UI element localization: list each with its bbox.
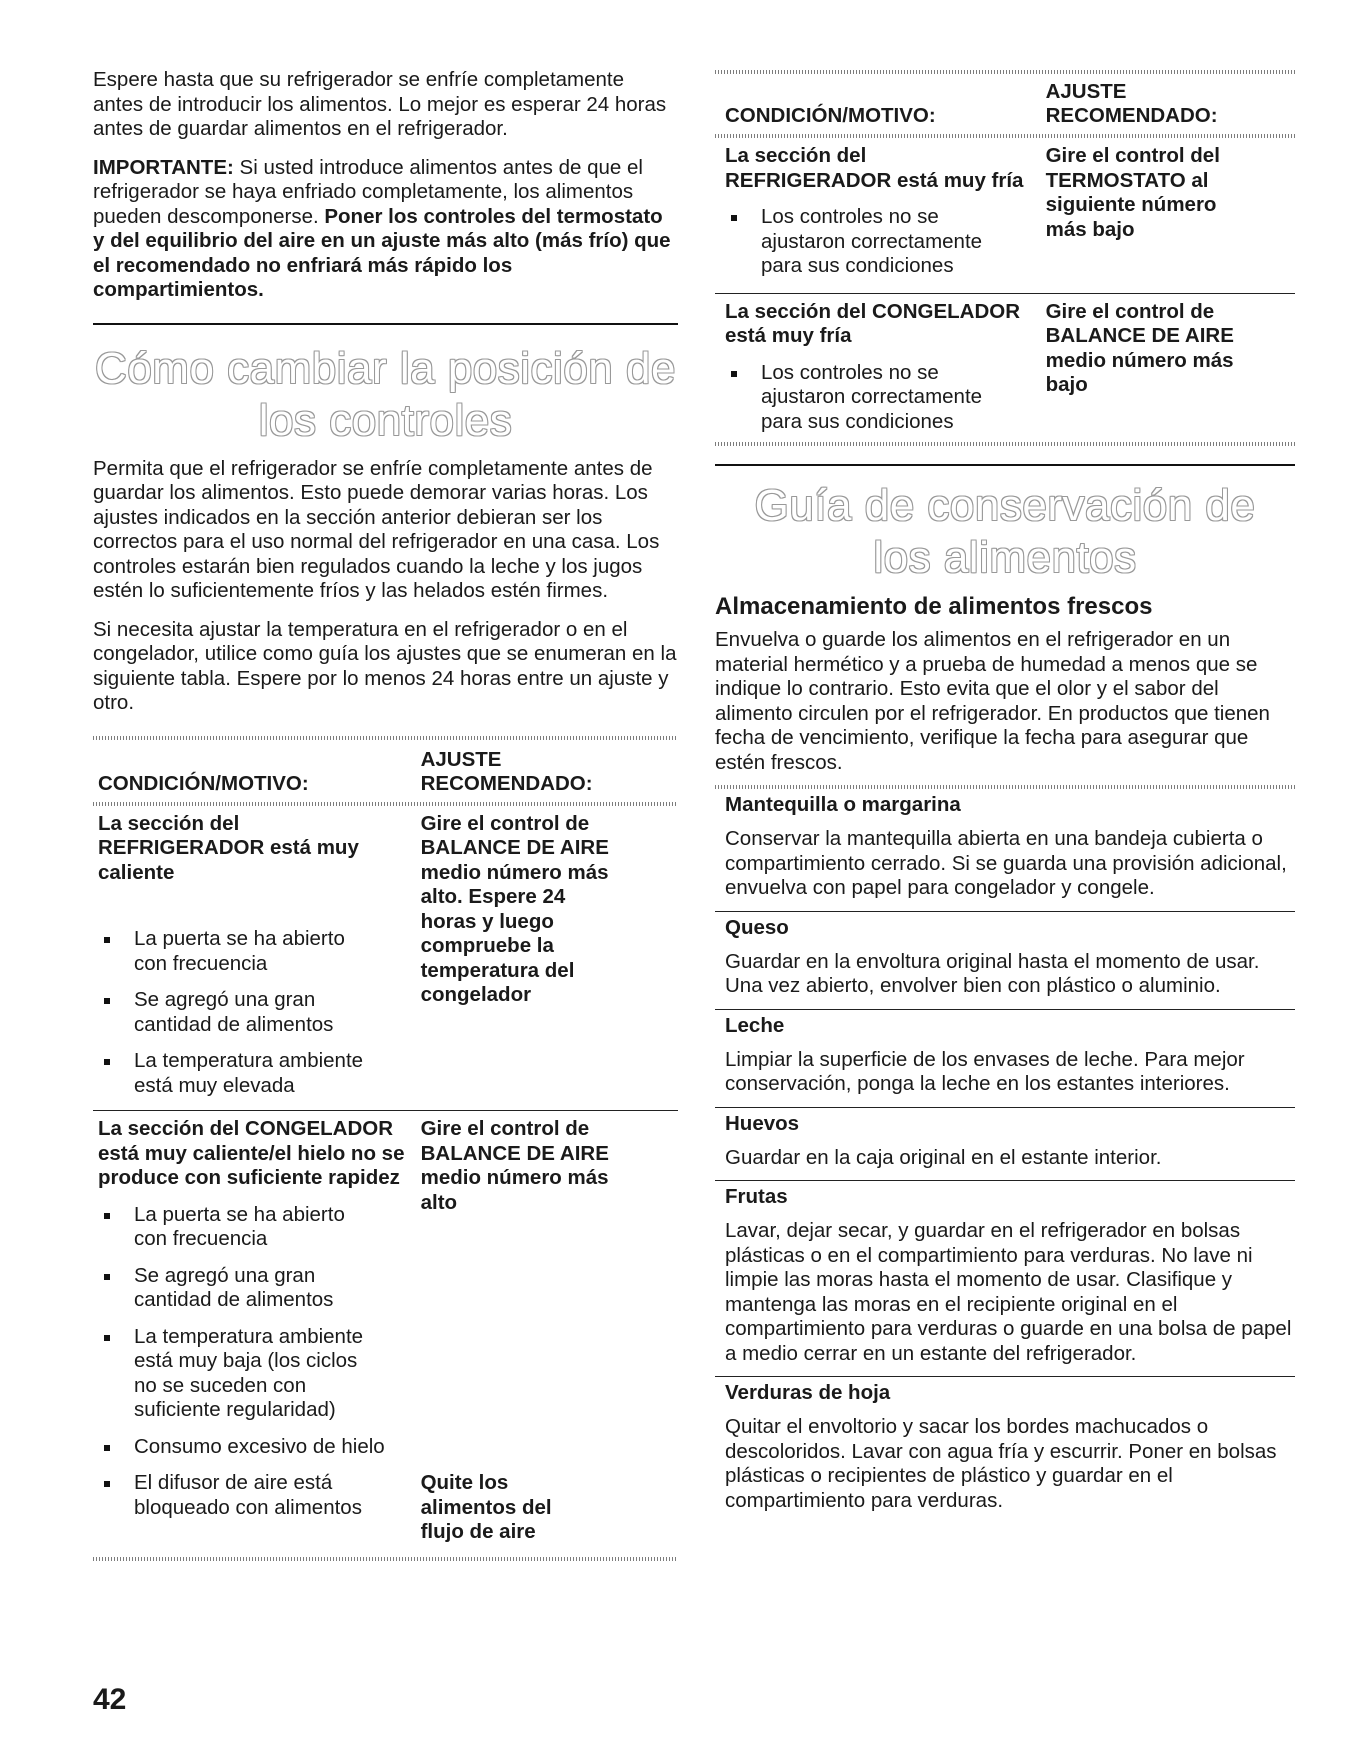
- subheading-fresh-food: Almacenamiento de alimentos frescos: [715, 593, 1153, 620]
- food-name: Queso: [725, 915, 789, 939]
- table-row: [715, 144, 1295, 279]
- food-name: Huevos: [725, 1111, 800, 1135]
- table-row: [93, 812, 678, 1099]
- food-item-eggs: [715, 1112, 1295, 1171]
- controls-paragraph-1: Permita que el refrigerador se enfríe completamente antes de guardar los alimentos. Esto puede demorar varias horas. Los ajustes indicados en la sección anterior debieran ser los correctos para el uso normal del refrigerador en una casa. Los controles estarán bien regulados cuando la leche y los jugos estén lo suficientemente fríos y las helados estén firmes.: [93, 456, 660, 602]
- table-bottom-rule: [715, 442, 1295, 446]
- food-text: Limpiar la superficie de los envases de leche. Para mejor conservación, ponga la leche en los estantes interiores.: [725, 1047, 1245, 1095]
- section-divider: [93, 323, 678, 325]
- list-item: Se agregó una gran cantidad de alimentos: [98, 988, 364, 1037]
- section-divider: [715, 464, 1295, 466]
- reason-list: [98, 927, 421, 1098]
- row-divider: [93, 1110, 678, 1111]
- reason-list: [98, 1203, 421, 1460]
- row-divider: [715, 293, 1295, 294]
- food-divider: [715, 1107, 1295, 1108]
- recommended-text: Gire el control del TERMOSTATO al siguiente número más bajo: [1045, 144, 1220, 241]
- food-name: Mantequilla o margarina: [725, 793, 961, 816]
- food-divider: [715, 911, 1295, 912]
- condition-text: La sección del CONGELADOR está muy caliente/el hielo no se produce con suficiente rapidez: [98, 1117, 405, 1189]
- table-top-rule: [715, 70, 1295, 74]
- right-column: [715, 70, 1295, 1523]
- condition-text: La sección del REFRIGERADOR está muy fría: [725, 144, 1024, 192]
- condition-text: La sección del REFRIGERADOR está muy caliente: [98, 811, 359, 884]
- food-item-cheese: [715, 916, 1295, 999]
- reason-list: [725, 205, 1046, 279]
- recommended-text: Gire el control de BALANCE DE AIRE medio número más alto. Espere 24 horas y luego compruebe la temperatura del congelador: [420, 811, 609, 1006]
- table-header-rule: [715, 134, 1295, 138]
- list-item: Los controles no se ajustaron correctamente para sus condiciones: [725, 361, 1011, 435]
- table-row: [93, 1117, 678, 1459]
- condition-text: La sección del CONGELADOR está muy fría: [725, 299, 1021, 347]
- food-intro-paragraph: Envuelva o guarde los alimentos en el refrigerador en un material hermético y a prueba de humedad a menos que se indique lo contrario. Esto evita que el olor y el sabor del alimento circulen por el refrigerador. En productos que tienen fecha de vencimiento, verifique la fecha para asegurar que estén frescos.: [715, 628, 1270, 774]
- important-bold-text: Poner los controles del termostato y del equilibrio del aire en un ajuste más alto (más frío) que el recomendado no enfriará más rápido los compartimientos.: [93, 204, 671, 301]
- food-item-milk: [715, 1014, 1295, 1097]
- reason-list: [725, 361, 1046, 435]
- list-item: Consumo excesivo de hielo: [98, 1435, 394, 1460]
- recommended-text: Gire el control de BALANCE DE AIRE medio número más bajo: [1045, 299, 1234, 396]
- table-row: [93, 1459, 678, 1545]
- list-item: Se agregó una gran cantidad de alimentos: [98, 1264, 364, 1313]
- page-number: 42: [93, 1683, 127, 1716]
- food-divider: [715, 1009, 1295, 1010]
- recommended-text: Quite los alimentos del flujo de aire: [420, 1471, 552, 1543]
- adjustment-table-right: [715, 80, 1295, 128]
- food-text: Guardar en la envoltura original hasta el momento de usar. Una vez abierto, envolver bien con plástico o aluminio.: [725, 949, 1260, 997]
- section-title-controls: Cómo cambiar la posición de los controles: [95, 343, 676, 445]
- table-top-rule: [93, 736, 678, 740]
- food-text: Conservar la mantequilla abierta en una bandeja cubierta o compartimiento cerrado. Si se guarda una provisión adicional, envuelva con papel para congelador y congele.: [725, 827, 1287, 899]
- important-paragraph: [93, 156, 678, 303]
- table-header-recommended: AJUSTE RECOMENDADO:: [1045, 80, 1218, 127]
- food-text: Quitar el envoltorio y sacar los bordes machucados o descoloridos. Lavar con agua fría y escurrir. Poner en bolsas plásticas o recipientes de plástico y guardar en el compartimiento para verduras.: [725, 1415, 1277, 1512]
- food-text: Guardar en la caja original en el estante interior.: [725, 1145, 1162, 1169]
- table-header-row: [93, 748, 678, 796]
- recommended-text: Gire el control de BALANCE DE AIRE medio número más alto: [420, 1117, 609, 1214]
- food-name: Leche: [725, 1013, 785, 1037]
- list-item: La puerta se ha abierto con frecuencia: [98, 927, 364, 976]
- list-item: La temperatura ambiente está muy elevada: [98, 1049, 364, 1098]
- food-divider: [715, 1376, 1295, 1377]
- left-column: [93, 68, 678, 1561]
- list-item: Los controles no se ajustaron correctamente para sus condiciones: [725, 205, 1011, 279]
- table-header-recommended: AJUSTE RECOMENDADO:: [420, 747, 593, 795]
- intro-paragraph: Espere hasta que su refrigerador se enfríe completamente antes de introducir los alimentos. Lo mejor es esperar 24 horas antes de guardar alimentos en el refrigerador.: [93, 68, 667, 140]
- food-name: Frutas: [725, 1185, 788, 1208]
- list-item: La puerta se ha abierto con frecuencia: [98, 1203, 364, 1252]
- food-text: Lavar, dejar secar, y guardar en el refrigerador en bolsas plásticas o en el compartimiento para verduras. No lave ni limpie las moras hasta el momento de usar. Clasifique y mantenga las moras en el recipiente original en el compartimiento para verduras o guarde en una bolsa de papel a medio cerrar en un estante del refrigerador.: [725, 1219, 1292, 1365]
- table-bottom-rule: [93, 1557, 678, 1561]
- section-title-food-storage: Guía de conservación de los alimentos: [754, 481, 1256, 582]
- table-header-rule: [93, 802, 678, 806]
- food-name: Verduras de hoja: [725, 1381, 891, 1404]
- list-item: El difusor de aire está bloqueado con alimentos: [98, 1471, 384, 1520]
- table-header-row: [715, 80, 1295, 128]
- food-item-leafy-vegetables: [715, 1381, 1295, 1513]
- food-item-fruits: [715, 1185, 1295, 1366]
- controls-paragraph-2: Si necesita ajustar la temperatura en el refrigerador o en el congelador, utilice como guía los ajustes que se enumeran en la siguiente tabla. Espere por lo menos 24 horas entre un ajuste y otro.: [93, 617, 677, 714]
- important-label: IMPORTANTE:: [93, 155, 234, 179]
- food-divider: [715, 1180, 1295, 1181]
- table-header-condition: CONDICIÓN/MOTIVO:: [725, 104, 936, 127]
- adjustment-table-left: [93, 748, 678, 796]
- table-row: [715, 300, 1295, 435]
- list-item: La temperatura ambiente está muy baja (los ciclos no se suceden con suficiente regularidad): [98, 1325, 374, 1423]
- reason-list: [98, 1471, 421, 1520]
- food-item-butter: [715, 793, 1295, 901]
- important-text: Si usted introduce alimentos antes de que el refrigerador se haya enfriado completamente, los alimentos pueden descomponerse.: [93, 155, 643, 228]
- table-header-condition: CONDICIÓN/MOTIVO:: [98, 771, 309, 795]
- food-list-top-rule: [715, 785, 1295, 789]
